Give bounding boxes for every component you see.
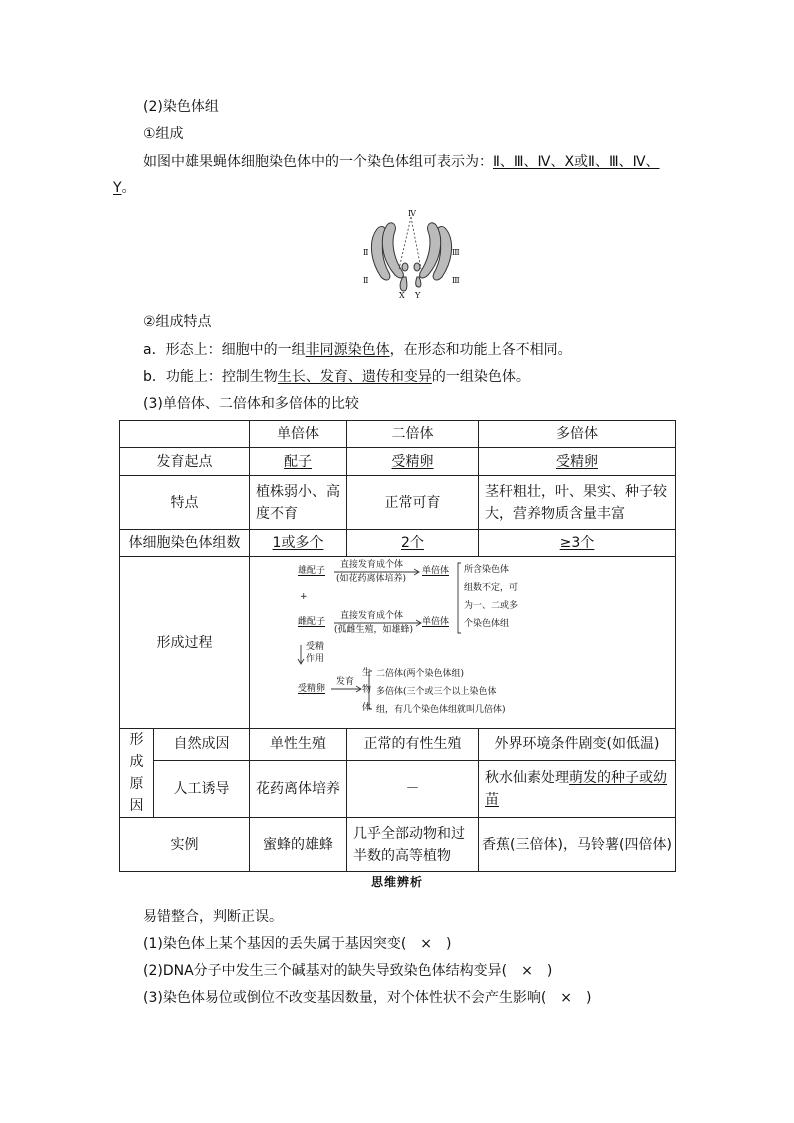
brace-text-4: 个染色体组 xyxy=(464,618,510,629)
origin-diploid: 受精卵 xyxy=(391,453,434,470)
section-heading: (2)染色体组 xyxy=(143,99,219,115)
process-label: 形成过程 xyxy=(120,557,250,729)
cause-artificial-polyploid xyxy=(479,760,676,817)
poly-text-1: 多倍体(三个或三个以上染色体 xyxy=(376,686,497,697)
judge-item: (1)染色体上某个基因的丢失属于基因突变( × ) xyxy=(143,936,452,952)
traits-diploid: 正常可育 xyxy=(347,476,479,530)
formation-diagram-cell xyxy=(250,557,676,729)
example-diploid: 几乎全部动物和过半数的高等植物 xyxy=(347,818,479,872)
caption: 思维辨析 xyxy=(370,875,423,889)
formation-male-bottom: (如花药离体培养) xyxy=(336,573,407,584)
example-haploid: 蜜蜂的雄蜂 xyxy=(250,818,347,872)
para-answer-line2: Y xyxy=(113,180,122,196)
judge-intro: 易错整合，判断正误。 xyxy=(143,909,283,925)
feature-b-suffix: 的一组染色体。 xyxy=(431,369,530,385)
brace-text-1: 所含染色体 xyxy=(464,564,510,575)
origin-polyploid: 受精卵 xyxy=(556,453,598,470)
cause-natural-diploid: 正常的有性生殖 xyxy=(347,729,479,761)
formation-female-bottom: (孤雌生殖，如雄蜂) xyxy=(334,624,414,635)
feature-b xyxy=(143,367,530,387)
formation-male: 雄配子 xyxy=(298,565,326,576)
origin-cell xyxy=(250,448,347,476)
origin-haploid: 配子 xyxy=(284,453,312,470)
judge-item: (3)染色体易位或倒位不改变基因数量，对个体性状不会产生影响( × ) xyxy=(143,990,592,1006)
row-example xyxy=(120,818,676,872)
organism-3: 体 xyxy=(362,702,372,713)
features-heading: ②组成特点 xyxy=(143,314,212,330)
formation-zygote: 受精卵 xyxy=(298,683,326,694)
feature-a-answer: 非同源染色体 xyxy=(305,342,390,358)
cause-natural-haploid: 单性生殖 xyxy=(250,729,347,761)
organism-1: 生 xyxy=(362,667,372,678)
formation-haploid: 单倍体 xyxy=(422,565,450,576)
feature-a-prefix: a．形态上：细胞中的一组 xyxy=(143,342,306,358)
formation-haploid2: 单倍体 xyxy=(422,616,450,627)
formation-diagram xyxy=(296,559,629,727)
example-label: 实例 xyxy=(120,818,250,872)
feature-a-suffix: ，在形态和功能上各不相同。 xyxy=(389,342,572,358)
traits-haploid: 植株弱小、高度不育 xyxy=(250,476,347,530)
para-prefix: 如图中雄果蝇体细胞染色体中的一个染色体组可表示为： xyxy=(143,154,493,170)
section-sub1: ①组成 xyxy=(143,126,184,142)
row-cause-artificial xyxy=(120,760,676,817)
sets-cell xyxy=(479,530,676,557)
para-answer-line1: Ⅱ、Ⅲ、Ⅳ、X或Ⅱ、Ⅲ、Ⅳ、 xyxy=(493,154,660,170)
traits-polyploid: 茎秆粗壮，叶、果实、种子较大，营养物质含量丰富 xyxy=(479,476,676,530)
label-ii-b: Ⅱ xyxy=(363,276,369,285)
poly-text-2: 组，有几个染色体组就叫几倍体) xyxy=(376,704,506,715)
cause-artificial-label: 人工诱导 xyxy=(154,760,250,817)
example-polyploid: 香蕉(三倍体)，马铃薯(四倍体) xyxy=(479,818,676,872)
origin-cell xyxy=(347,448,479,476)
judge-item: (2)DNA分子中发生三个碱基对的缺失导致染色体结构变异( × ) xyxy=(143,963,553,979)
sets-haploid: 1或多个 xyxy=(272,535,324,551)
feature-a xyxy=(143,340,572,360)
label-x: X xyxy=(399,291,405,300)
brace-text-2: 组数不定，可 xyxy=(464,582,519,593)
header-empty xyxy=(120,421,250,448)
fert-1: 受精 xyxy=(306,641,325,652)
cause-natural-polyploid: 外界环境条件剧变(如低温) xyxy=(479,729,676,761)
cause-artificial-diploid: － xyxy=(347,760,479,817)
row-cause-natural xyxy=(120,729,676,761)
cause-artificial-haploid: 花药离体培养 xyxy=(250,760,347,817)
cause-natural-label: 自然成因 xyxy=(154,729,250,761)
fert-2: 作用 xyxy=(306,653,325,664)
row-traits xyxy=(120,476,676,530)
sets-cell xyxy=(250,530,347,557)
poly-prefix: 秋水仙素处理 xyxy=(485,769,569,786)
sets-polyploid: ≥3个 xyxy=(559,535,595,551)
para-end: 。 xyxy=(121,180,136,196)
row-origin xyxy=(120,448,676,476)
composition-paragraph-cont xyxy=(113,178,136,198)
formation-female-top: 直接发育成个体 xyxy=(340,610,404,621)
chromosome-figure xyxy=(359,207,464,300)
organism-2: 物 xyxy=(362,684,372,695)
header-haploid: 单倍体 xyxy=(250,421,347,448)
label-iii-b: Ⅲ xyxy=(452,276,460,285)
label-y: Y xyxy=(415,291,421,300)
formation-male-top: 直接发育成个体 xyxy=(340,559,404,570)
origin-label: 发育起点 xyxy=(120,448,250,476)
header-diploid: 二倍体 xyxy=(347,421,479,448)
brace-text-3: 为一、二或多 xyxy=(464,600,519,611)
compare-heading: (3)单倍体、二倍体和多倍体的比较 xyxy=(143,396,359,412)
composition-paragraph xyxy=(143,152,660,172)
poly-answer: 萌发的种子或幼苗 xyxy=(485,769,667,808)
row-process xyxy=(120,557,676,729)
sets-diploid: 2个 xyxy=(401,535,424,551)
origin-cell xyxy=(479,448,676,476)
formation-develop: 发育 xyxy=(336,676,355,687)
label-iv: Ⅳ xyxy=(408,209,416,218)
traits-label: 特点 xyxy=(120,476,250,530)
diploid-text: 二倍体(两个染色体组) xyxy=(376,668,465,679)
comparison-table xyxy=(119,420,676,872)
sets-label: 体细胞染色体组数 xyxy=(120,530,250,557)
header-polyploid: 多倍体 xyxy=(479,421,676,448)
formation-female: 雌配子 xyxy=(298,616,326,627)
row-sets xyxy=(120,530,676,557)
label-iii-a: Ⅲ xyxy=(452,248,460,257)
sets-cell xyxy=(347,530,479,557)
table-header-row xyxy=(120,421,676,448)
label-ii-a: Ⅱ xyxy=(363,248,369,257)
feature-b-answer: 生长、发育、遗传和变异 xyxy=(277,369,432,385)
cause-group-label: 形成原因 xyxy=(120,729,154,818)
formation-plus: + xyxy=(300,591,308,602)
feature-b-prefix: b．功能上：控制生物 xyxy=(143,369,278,385)
